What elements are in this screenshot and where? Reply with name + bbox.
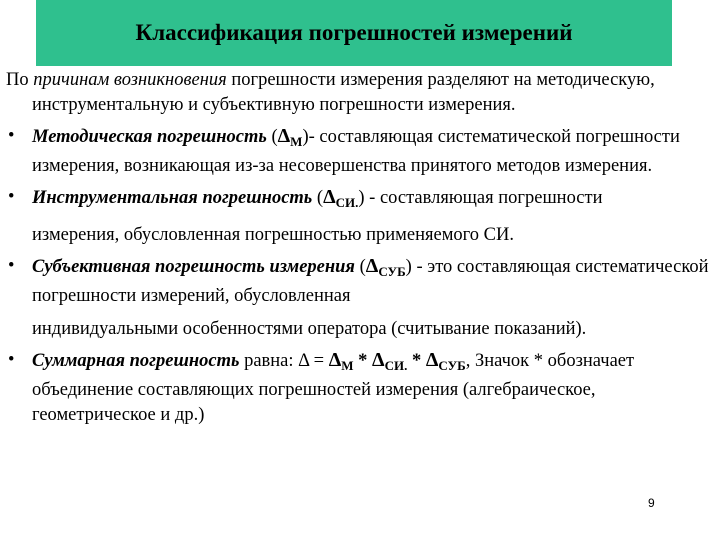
bullet-methodical — [6, 124, 714, 179]
line-rest: - составляющая систематической — [308, 127, 571, 147]
delta-symbol: Δ — [277, 125, 291, 147]
page-number: 9 — [648, 496, 655, 510]
delta-symbol: Δ — [425, 349, 439, 371]
intro-paragraph — [6, 68, 714, 118]
formula-op: * — [407, 351, 426, 371]
term-instrumental: Инструментальная погрешность — [32, 188, 313, 208]
slide-title: Классификация погрешностей измерений — [135, 20, 573, 45]
subscript-sub: СУБ — [378, 264, 406, 279]
bullet-text — [32, 348, 714, 428]
bullet-total — [6, 348, 714, 428]
intro-emphasis: причинам возникновения — [33, 70, 227, 90]
paren-close: ) — [358, 188, 365, 208]
slide-content — [6, 68, 714, 434]
paren-close: ) — [405, 257, 412, 277]
continuation: измерения, обусловленная погрешностью применяемого СИ. — [32, 225, 514, 245]
subscript-si: СИ. — [384, 358, 408, 373]
subscript-si: СИ. — [335, 195, 359, 210]
bullet-text — [32, 124, 714, 179]
term-subjective: Субъективная погрешность измерения — [32, 257, 355, 277]
paren-open: ( — [266, 127, 278, 147]
delta-symbol: Δ — [365, 255, 379, 277]
continuation: обозначает объединение составляющих погрешностей измерения (алгебраическое, геометрическое и др.) — [32, 351, 635, 425]
bullet-icon: • — [8, 126, 15, 146]
delta-symbol: Δ — [323, 186, 336, 208]
formula-op: * — [353, 351, 373, 371]
bullet-icon: • — [8, 187, 15, 207]
bullet-icon: • — [8, 256, 15, 276]
line-rest: - составляющая погрешности — [364, 188, 603, 208]
paren-open: ( — [312, 188, 324, 208]
term-total: Суммарная погрешность — [32, 351, 240, 371]
term-methodical: Методическая погрешность — [32, 127, 267, 147]
bullet-instrumental — [6, 185, 714, 248]
delta-symbol: Δ — [372, 349, 385, 371]
title-bar — [36, 0, 672, 66]
formula-lead: равна: Δ = — [239, 351, 329, 371]
bullet-subjective — [6, 254, 714, 342]
continuation: индивидуальными особенностями оператора (считывание показаний). — [32, 319, 587, 339]
subscript-sub: СУБ — [438, 358, 466, 373]
delta-symbol: Δ — [328, 349, 342, 371]
intro-prefix: По — [6, 70, 34, 90]
bullet-icon: • — [8, 350, 15, 370]
continuation: погрешности измерения, возникающая из-за несовершенства принятого методов измерения. — [32, 127, 680, 176]
bullet-text — [32, 254, 714, 309]
bullet-text — [32, 185, 714, 215]
line-rest: - это составляющая систематической погрешности измерений, обусловленная — [32, 257, 709, 306]
subscript-m: М — [290, 134, 303, 149]
subscript-m: М — [341, 358, 354, 373]
formula-tail: , Значок * — [465, 351, 544, 371]
paren-open: ( — [354, 257, 366, 277]
intro-rest: погрешности измерения разделяют на методическую, инструментальную и субъективную погрешности измерения. — [32, 70, 655, 115]
paren-close: ) — [302, 127, 309, 147]
